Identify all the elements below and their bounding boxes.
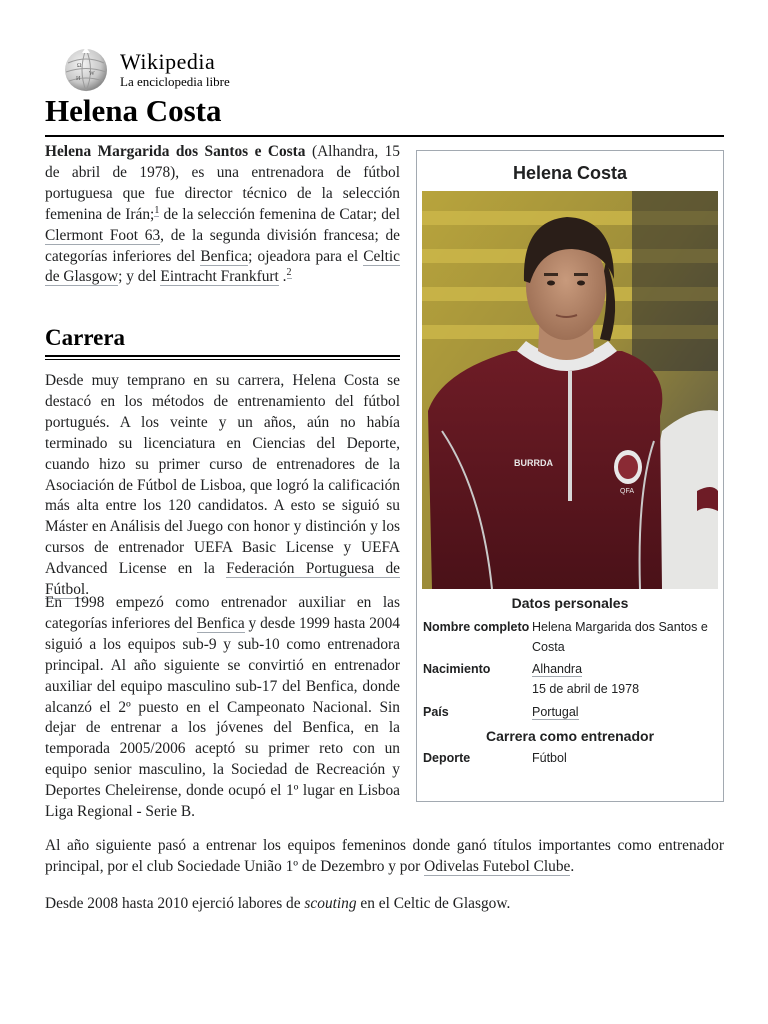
- infobox-value-nacimiento: [532, 659, 717, 699]
- eintracht-frankfurt-link[interactable]: Eintracht Frankfurt: [160, 268, 279, 286]
- infobox-section-career: Carrera como entrenador: [485, 728, 655, 744]
- crest-text: QFA: [620, 488, 635, 495]
- infobox-title: Helena Costa: [512, 163, 628, 183]
- paragraph-text: Desde muy temprano en su carrera, Helena Costa se destacó en los métodos de entrenamiento del fútbol portugués. A los veinte y un años, aún no había terminado su licenciatura en Ciencias del Deporte, cuando hizo su primer curso de entrenadores de la Asociación de Fútbol de Lisboa, que logró la calificación más alta entre los 120 candidatos. A esto se siguió su Máster en Análisis del Juego con honor y distinción y los cursos de entrenador UEFA Basic License y UEFA Advanced License en la: [45, 372, 400, 578]
- infobox-value-pais: [532, 702, 717, 722]
- section-heading-carrera: Carrera: [45, 325, 126, 350]
- infobox-section-personal: Datos personales: [511, 595, 629, 611]
- reference-1-link[interactable]: 1: [154, 204, 160, 216]
- career-paragraph-1: [45, 371, 400, 601]
- paragraph-text: En 1998 empezó como entrenador auxiliar en las categorías inferiores del: [45, 594, 400, 632]
- clermont-foot-link[interactable]: Clermont Foot 63: [45, 226, 161, 244]
- title-divider: [45, 135, 724, 137]
- svg-text:И: И: [76, 76, 81, 82]
- intro-text: , de la segunda división francesa; de categorías inferiores del: [45, 226, 400, 265]
- infobox-value-nombre: Helena Margarida dos Santos e Costa: [532, 620, 708, 654]
- intro-text: .: [278, 268, 287, 286]
- section-divider: [45, 359, 400, 360]
- reference-2-link[interactable]: 2: [286, 267, 292, 279]
- intro-paragraph: [45, 142, 400, 288]
- person-photo[interactable]: [422, 191, 718, 589]
- celtic-glasgow-link[interactable]: Celtic de Glasgow: [45, 247, 400, 286]
- portrait-image: [422, 191, 718, 589]
- infobox-label-nacimiento: Nacimiento: [423, 662, 491, 676]
- wikipedia-globe-icon: [62, 45, 110, 93]
- paragraph-text: Al año siguiente pasó a entrenar los equipos femeninos donde ganó títulos importantes como entrenador principal, por el club Sociedade União 1º de Dezembro y por: [45, 837, 724, 875]
- wikipedia-wordmark: Wikipedia: [120, 49, 216, 74]
- odivelas-link[interactable]: Odivelas Futebol Clube: [424, 857, 571, 875]
- career-paragraph-3: [45, 836, 724, 878]
- svg-text:W: W: [89, 71, 95, 77]
- paragraph-text: .: [570, 857, 575, 875]
- intro-text: ; y del: [118, 268, 161, 286]
- intro-text: de la selección femenina de Catar; del: [159, 205, 401, 223]
- infobox-label-pais: País: [423, 705, 449, 719]
- infobox: [416, 150, 724, 802]
- benfica-link[interactable]: Benfica: [196, 614, 245, 632]
- wikipedia-logo[interactable]: [62, 45, 262, 95]
- wikipedia-tagline: La enciclopedia libre: [120, 74, 230, 89]
- infobox-value-deporte: Fútbol: [532, 751, 567, 765]
- page-title: Helena Costa: [45, 93, 222, 128]
- paragraph-text: y desde 1999 hasta 2004 siguió a los equipos sub-9 y sub-10 como entrenadora principal. Al año siguiente se convirtió en entrenador auxiliar del equipo masculino sub-17 del Benfica, donde alcanzó el 2º puesto en el Campeonato Nacional. Sin dejar de entrenar a los jóvenes del Benfica, en la temporada 2005/2006 aceptó su primer reto con un equipo senior masculino, la Sociedad de Recreación y Deportes Cheleirense, donde ocupó el 1º lugar en Lisboa Liga Regional - Serie B.: [45, 614, 400, 821]
- svg-text:Ω: Ω: [77, 63, 82, 69]
- subject-full-name: Helena Margarida dos Santos e Costa: [45, 143, 306, 160]
- infobox-label-deporte: Deporte: [423, 751, 471, 765]
- paragraph-text: .: [85, 581, 90, 599]
- alhandra-link[interactable]: Alhandra: [532, 662, 583, 676]
- career-paragraph-2: [45, 593, 400, 823]
- infobox-label-nombre: Nombre completo: [423, 620, 530, 634]
- federacion-portuguesa-link[interactable]: Federación Portuguesa de Fútbol: [45, 560, 400, 599]
- emphasis-scouting: scouting: [304, 895, 357, 912]
- paragraph-text: en el Celtic de Glasgow.: [356, 895, 511, 912]
- intro-text: ; ojeadora para el: [248, 247, 364, 265]
- intro-text: (Alhandra, 15 de abril de 1978), es una entrenadora de fútbol portuguesa que fue director técnico de la selección femenina de Irán;: [45, 143, 401, 223]
- benfica-link[interactable]: Benfica: [200, 247, 249, 265]
- shirt-brand-text: BURRDA: [514, 458, 553, 468]
- section-divider: [45, 355, 400, 357]
- paragraph-text: Desde 2008 hasta 2010 ejerció labores de: [45, 895, 305, 912]
- career-paragraph-4: [45, 894, 724, 915]
- birth-date: 15 de abril de 1978: [532, 682, 640, 696]
- portugal-link[interactable]: Portugal: [532, 705, 579, 719]
